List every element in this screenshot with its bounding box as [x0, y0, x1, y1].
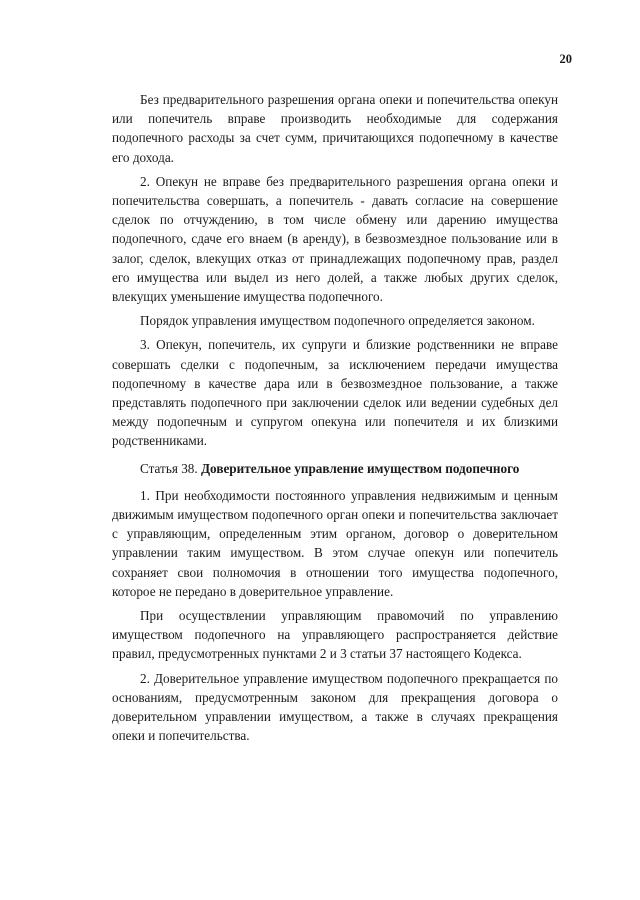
- paragraph: 1. При необходимости постоянного управления недвижимым и ценным движимым имуществом подопечного орган опеки и попечительства заключает с управляющим, определенным этим органом, договор о доверительном управлении таким имуществом. В этом случае опекун или попечитель сохраняет свои полномочия в отношении того имущества подопечного, которое не передано в доверительное управление.: [112, 487, 558, 599]
- paragraph: 3. Опекун, попечитель, их супруги и близкие родственники не вправе совершать сделки с подопечным, за исключением передачи имущества подопечному в качестве дара или в безвозмездное пользование, а также представлять подопечного при заключении сделок или ведении судебных дел между подопечным и супругом опекуна или попечителя и их близкими родственниками.: [112, 337, 558, 449]
- article-heading: [112, 459, 558, 478]
- paragraph: При осуществлении управляющим правомочий по управлению имуществом подопечного на управляющего распространяется действие правил, предусмотренных пунктами 2 и 3 статьи 37 настоящего Кодекса.: [112, 608, 558, 662]
- article-title: Доверительное управление имуществом подопечного: [200, 460, 520, 476]
- page-number: 20: [559, 52, 572, 66]
- paragraph: 2. Доверительное управление имуществом подопечного прекращается по основаниям, предусмотренным законом для прекращения договора о доверительном управлении имуществом, а также в случаях прекращения опеки и попечительства.: [112, 670, 558, 744]
- paragraph: Порядок управления имуществом подопечного определяется законом.: [140, 313, 535, 329]
- paragraph: 2. Опекун не вправе без предварительного разрешения органа опеки и попечительства совершать, а попечитель - давать согласие на совершение сделок по отчуждению, в том числе обмену или дарению имущества подопечного, сдаче его внаем (в аренду), в безвозмездное пользование или в залог, сделок, влекущих отказ от принадлежащих подопечному прав, раздел его имущества или выдел из него долей, а также любых других сделок, влекущих уменьшение имущества подопечного.: [112, 173, 558, 305]
- document-body: [112, 90, 558, 751]
- article-label: Статья 38.: [140, 460, 198, 476]
- paragraph: Без предварительного разрешения органа опеки и попечительства опекун или попечитель вправе производить необходимые для содержания подопечного расходы за счет сумм, причитающихся подопечному в качестве его дохода.: [112, 92, 558, 165]
